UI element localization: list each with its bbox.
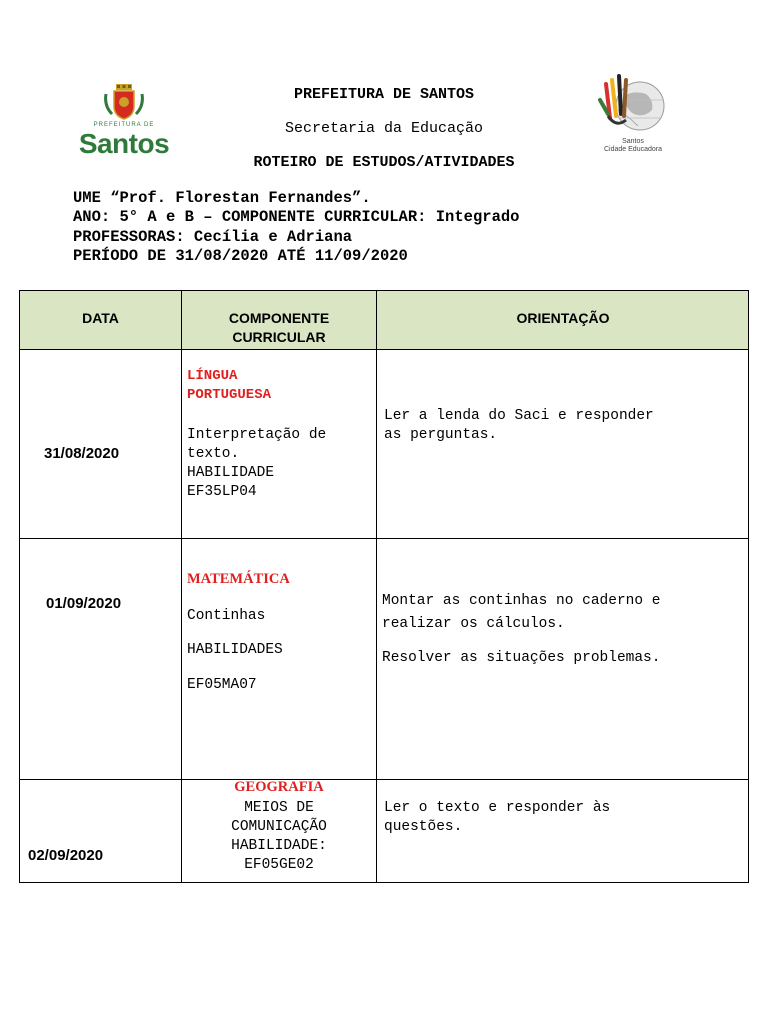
row-orientation-line: as perguntas. (384, 427, 498, 443)
row-subject-line1: LÍNGUA (187, 368, 238, 384)
study-schedule-table (19, 290, 749, 883)
row-date: 02/09/2020 (28, 847, 104, 864)
header-document-title: ROTEIRO DE ESTUDOS/ATIVIDADES (253, 154, 515, 171)
logo-right-caption (594, 138, 672, 154)
info-teachers: PROFESSORAS: Cecília e Adriana (73, 228, 353, 246)
row-divider (20, 538, 748, 539)
info-year: ANO: 5° A e B – COMPONENTE CURRICULAR: Integrado (73, 208, 520, 226)
header-component-line1: COMPONENTE (228, 310, 330, 326)
header-subtitle: Secretaria da Educação (284, 120, 484, 137)
row-orientation-line: Montar as continhas no caderno e (382, 593, 661, 609)
row-subject: MATEMÁTICA (187, 571, 290, 587)
row-detail-line: HABILIDADES (187, 642, 283, 658)
row-details (182, 799, 376, 875)
row-detail-line: HABILIDADE: (231, 838, 327, 854)
header-component (182, 309, 376, 347)
row-detail-line: MEIOS DE (244, 800, 314, 816)
row-detail-line: EF05MA07 (187, 677, 257, 693)
row-details (187, 426, 326, 502)
row-subject-line2: PORTUGUESA (187, 387, 272, 403)
column-divider (376, 291, 377, 882)
row-orientation-line: realizar os cálculos. (382, 616, 565, 632)
header-component-line2: CURRICULAR (232, 329, 326, 345)
info-school: UME “Prof. Florestan Fernandes”. (73, 189, 371, 207)
row-detail-line: texto. (187, 446, 240, 462)
row-detail-line: Continhas (187, 608, 266, 624)
logo-right-caption-line2: Cidade Educadora (604, 146, 662, 153)
row-detail-line: HABILIDADE (187, 465, 275, 481)
row-orientation (384, 799, 610, 837)
row-subject (187, 367, 271, 405)
row-detail-line: COMUNICAÇÃO (231, 819, 327, 835)
row-orientation-line: Ler a lenda do Saci e responder (384, 408, 654, 424)
cidade-educadora-logo (594, 70, 672, 160)
logo-right-caption-line1: Santos (622, 138, 644, 145)
row-date: 01/09/2020 (46, 595, 122, 612)
header-date: DATA (82, 310, 119, 326)
row-orientation-line: Resolver as situações problemas. (382, 650, 661, 666)
header-title: PREFEITURA DE SANTOS (293, 86, 475, 103)
row-divider (20, 349, 748, 350)
row-detail-line: EF05GE02 (244, 857, 314, 873)
row-detail-line: Interpretação de (187, 427, 327, 443)
row-orientation-line: Ler o texto e responder às (384, 800, 611, 816)
header-orientation: ORIENTAÇÃO (516, 310, 610, 326)
logo-caption: PREFEITURA DE (93, 122, 155, 128)
row-orientation (384, 407, 654, 445)
row-date: 31/08/2020 (44, 445, 120, 462)
row-subject: GEOGRAFIA (234, 779, 324, 795)
row-detail-line: EF35LP04 (187, 484, 257, 500)
info-period: PERÍODO DE 31/08/2020 ATÉ 11/09/2020 (73, 247, 408, 265)
logo-wordmark: Santos (78, 128, 170, 159)
row-divider (20, 779, 748, 780)
row-orientation-line: questões. (384, 819, 463, 835)
